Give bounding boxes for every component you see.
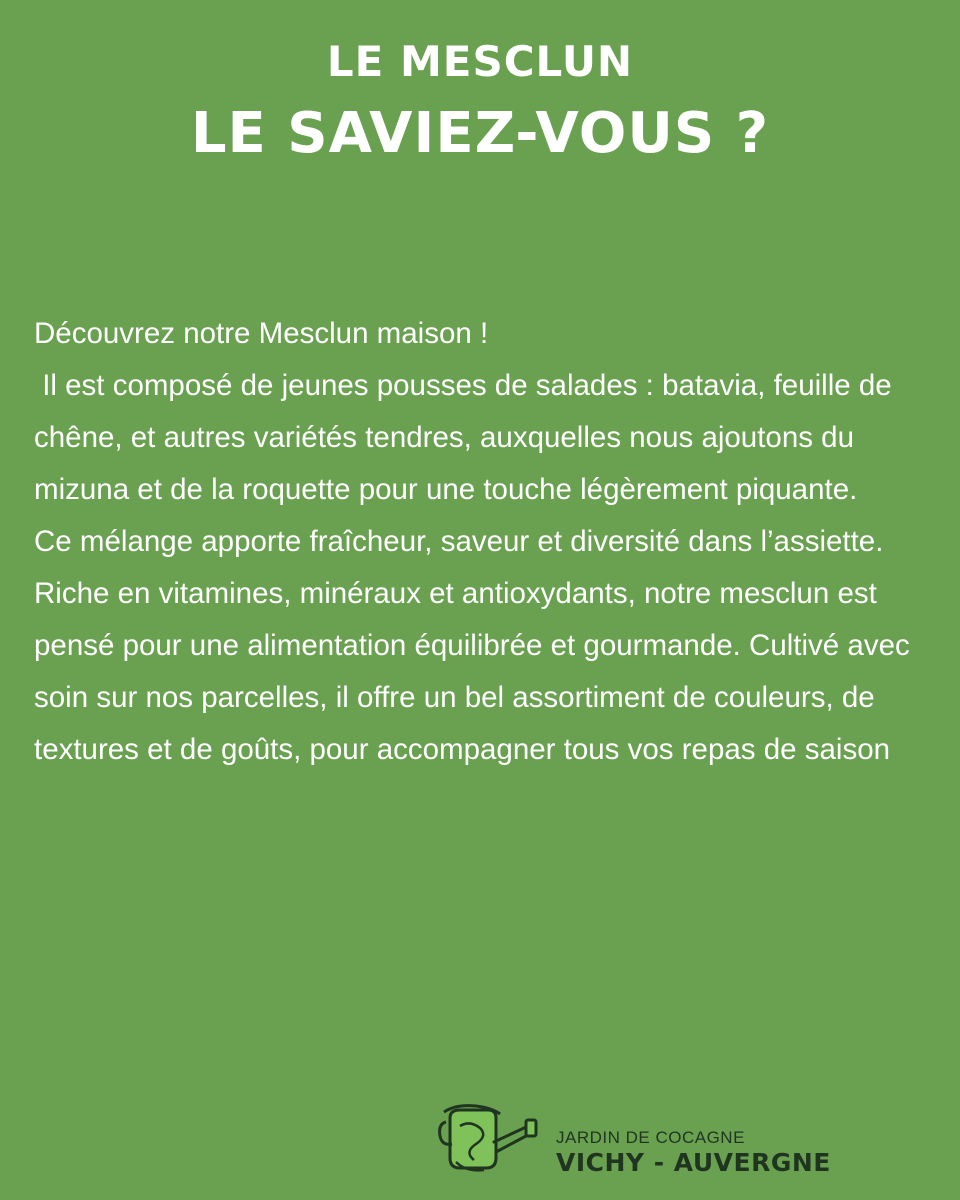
page-subtitle: LE MESCLUN <box>326 37 634 86</box>
description-text <box>34 308 926 776</box>
watering-can-icon <box>436 1102 540 1178</box>
page-title: LE SAVIEZ-VOUS ? <box>190 101 770 166</box>
paragraph-composition: Il est composé de jeunes pousses de salades : batavia, feuille de chêne, et autres variétés tendres, auxquelles nous ajoutons du mizuna et de la roquette pour une touche légèrement piquante. <box>34 369 900 506</box>
brand-name-line1: JARDIN DE COCAGNE <box>556 1128 745 1147</box>
paragraph-benefits: Ce mélange apporte fraîcheur, saveur et diversité dans l’assiette. Riche en vitamines, minéraux et antioxydants, notre mesclun est pensé pour une alimentation équilibrée et gourmande. Cultivé avec soin sur nos parcelles, il offre un bel assortiment de couleurs, de textures et de goûts, pour accompagner tous vos repas de saison <box>34 525 910 766</box>
paragraph-intro: Découvrez notre Mesclun maison ! <box>34 317 489 350</box>
header <box>0 36 960 170</box>
brand-logo <box>436 1098 876 1182</box>
brand-name-line2: VICHY - AUVERGNE <box>556 1148 831 1177</box>
